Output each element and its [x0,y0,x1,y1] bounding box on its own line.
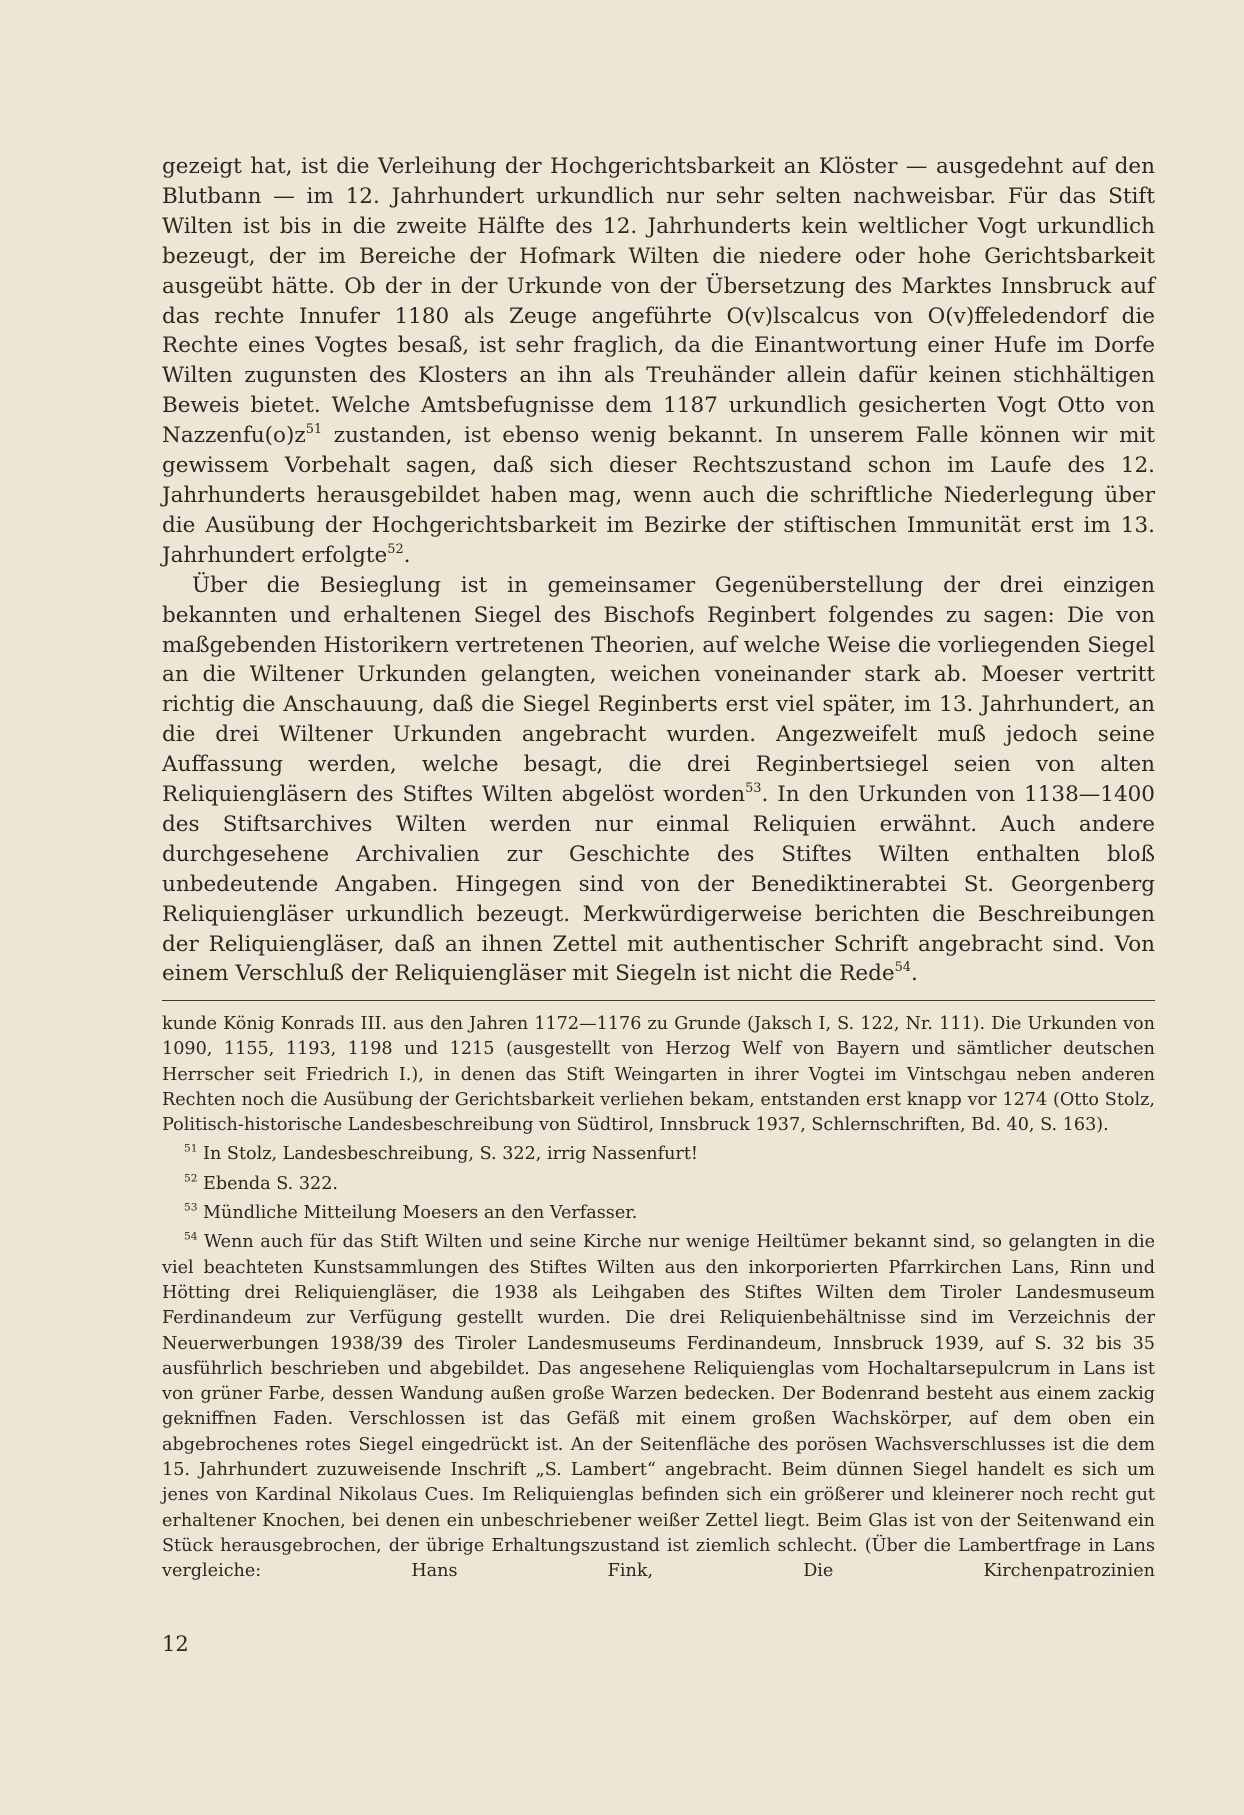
footnote-51-marker: 51 [184,1143,198,1156]
paragraph-2-part-a: Über die Besieglung ist in gemeinsamer Gegenüberstellung der drei einzigen bekannten und erhaltenen Siegel des Bischofs Reginbert folgendes zu sagen: Die von maßgebenden Historikern vertretenen Theorien, auf welche Weise die vorliegenden Siegel an die Wiltener Urkunden gelangten, weichen voneinander stark ab. Moeser vertritt richtig die Anschauung, daß die Siegel Reginberts erst viel später, im 13. Jahrhundert, an die drei Wiltener Urkunden angebracht wurden. Angezweifelt muß jedoch seine Auffassung werden, welche besagt, die drei Reginbertsiegel seien von alten Reliquiengläsern des Stiftes Wilten abgelöst worden [162,572,1155,808]
main-text [162,152,1155,989]
paragraph-2-part-b: . In den Urkunden von 1138—1400 des Stiftsarchives Wilten werden nur einmal Reliquien erwähnt. Auch andere durchgesehene Archivalien zur Geschichte des Stiftes Wilten enthalten bloß unbedeutende Angaben. Hingegen sind von der Benediktinerabtei St. Georgenberg Reliquiengläser urkundlich bezeugt. Merkwürdigerweise berichten die Beschreibungen der Reliquiengläser, daß an ihnen Zettel mit authentischer Schrift angebracht sind. Von einem Verschluß der Reliquiengläser mit Siegeln ist nicht die Rede [162,782,1155,987]
footnote-continued: kunde König Konrads III. aus den Jahren 1172—1176 zu Grunde (Jaksch I, S. 122, Nr. 111). Die Urkunden von 1090, 1155, 1193, 1198 und 1215 (ausgestellt von Herzog Welf von Bayern und sämtlicher deutschen Herrscher seit Friedrich I.), in denen das Stift Weingarten in ihrer Vogtei im Vintschgau neben anderen Rechten noch die Ausübung der Gerichtsbarkeit verliehen bekam, entstanden erst knapp vor 1274 (Otto Stolz, Politisch-historische Landesbeschreibung von Südtirol, Innsbruck 1937, Schlernschriften, Bd. 40, S. 163). [162,1014,1155,1136]
paragraph-2 [162,571,1155,990]
paragraph-1: gezeigt hat, ist die Verleihung der Hochgerichtsbarkeit an Klöster — ausgedehnt auf den Blutbann — im 12. Jahrhundert urkundlich nur sehr selten nachweisbar. Für das Stift Wilten ist bis in die zweite Hälfte des 12. Jahrhunderts kein weltlicher Vogt urkundlich bezeugt, der im Bereiche der Hofmark Wilten die niedere oder hohe Gerichtsbarkeit ausgeübt hätte. Ob der in der Urkunde von der Übersetzung des Marktes Innsbruck auf das rechte Innufer 1180 als Zeuge angeführte O(v)lscalcus von O(v)ffeledendorf die Rechte eines Vogtes besaß, ist sehr fraglich, da die Einantwortung einer Hufe im Dorfe Wilten zugunsten des Klosters an ihn als Treuhänder allein dafür keinen stichhältigen Beweis bietet. Welche Amtsbefugnisse dem 1187 urkundlich gesicherten Vogt Otto von $Nazzenfu(o)z^{51}$ zustanden, ist ebenso wenig bekannt. In unserem Falle können wir mit gewissem Vorbehalt sagen, daß sich dieser Rechtszustand schon im Laufe des 12. Jahrhunderts herausgebildet haben mag, wenn auch die schriftliche Niederlegung über die Ausübung der Hochgerichtsbarkeit im Bezirke der stiftischen Immunität erst im 13. Jahrhundert erfolgte$^{52}$. [162,154,1155,568]
footnote-51 [162,1142,1155,1167]
footnote-ref-52: 52 [387,541,404,557]
footnote-53-marker: 53 [184,1201,198,1214]
footnote-54-marker: 54 [184,1230,198,1243]
page-number: 12 [162,1632,189,1656]
paragraph-1-part-a: gezeigt hat, ist die Verleihung der Hochgerichtsbarkeit an Klöster — ausgedehnt auf den Blutbann — im 12. Jahrhundert urkundlich nur sehr selten nachweisbar. Für das Stift Wilten ist bis in die zweite Hälfte des 12. Jahrhunderts kein weltlicher Vogt urkundlich bezeugt, der im Bereiche der Hofmark Wilten die niedere oder hohe Gerichtsbarkeit ausgeübt hätte. Ob der in der Urkunde von der Übersetzung des Marktes Innsbruck auf das rechte Innufer 1180 als Zeuge angeführte O(v)lscalcus von O(v)ffeledendorf die Rechte eines Vogtes besaß, ist sehr fraglich, da die Einantwortung einer Hufe im Dorfe Wilten zugunsten des Klosters an ihn als Treuhänder allein dafür keinen stichhältigen Beweis bietet. Welche Amtsbefugnisse dem 1187 urkundlich gesicherten Vogt Otto von Nazzenfu(o)z [162,154,1155,449]
footnote-divider [162,1000,1155,1001]
footnote-53 [162,1201,1155,1226]
footnote-53-text: Mündliche Mitteilung Moesers an den Verfasser. [203,1203,638,1224]
footnotes [162,1012,1155,1585]
footnote-52-marker: 52 [184,1172,198,1185]
footnote-51-text: In Stolz, Landesbeschreibung, S. 322, irrig Nassenfurt! [203,1144,698,1165]
footnote-52 [162,1172,1155,1197]
footnote-ref-54: 54 [894,960,912,976]
footnote-52-text: Ebenda S. 322. [203,1173,338,1194]
footnote-ref-51: 51 [305,422,323,438]
footnote-ref-53: 53 [745,781,762,797]
footnote-54-text: Wenn auch für das Stift Wilten und seine Kirche nur wenige Heiltümer bekannt sind, so gelangten in die viel beachteten Kunstsammlungen des Stiftes Wilten aus den inkorporierten Pfarrkirchen Lans, Rinn und Hötting drei Reliquiengläser, die 1938 als Leihgaben des Stiftes Wilten dem Tiroler Landesmuseum Ferdinandeum zur Verfügung gestellt wurden. Die drei Reliquienbehältnisse sind im Verzeichnis der Neuerwerbungen 1938/39 des Tiroler Landesmuseums Ferdinandeum, Innsbruck 1939, auf S. 32 bis 35 ausführlich beschrieben und abgebildet. Das angesehene Reliquienglas vom Hochaltarsepulcrum in Lans ist von grüner Farbe, dessen Wandung außen große Warzen bedecken. Der Bodenrand besteht aus einem zackig gekniffnen Faden. Verschlossen ist das Gefäß mit einem großen Wachskörper, auf dem oben ein abgebrochenes rotes Siegel eingedrückt ist. An der Seitenfläche des porösen Wachsverschlusses ist die dem 15. Jahrhundert zuzuweisende Inschrift „S. Lambert“ angebracht. Beim dünnen Siegel handelt es sich um jenes von Kardinal Nikolaus Cues. Im Reliquienglas befinden sich ein größerer und kleinerer noch recht gut erhaltener Knochen, bei denen ein unbeschriebener weißer Zettel liegt. Beim Glas ist von der Seitenwand ein Stück herausgebrochen, der übrige Erhaltungszustand ist ziemlich schlecht. (Über die Lambertfrage in Lans vergleiche: Hans Fink, Die Kirchenpatrozinien [162,1232,1155,1582]
paragraph-1-part-b: zustanden, ist ebenso wenig bekannt. In unserem Falle können wir mit gewissem Vorbehalt sagen, daß sich dieser Rechtszustand schon im Laufe des 12. Jahrhunderts herausgebildet haben mag, wenn auch die schriftliche Niederlegung über die Ausübung der Hochgerichtsbarkeit im Bezirke der stiftischen Immunität erst im 13. Jahrhundert erfolgte [162,423,1155,568]
footnote-54 [162,1230,1155,1584]
paragraph-2-end: . [911,961,918,987]
